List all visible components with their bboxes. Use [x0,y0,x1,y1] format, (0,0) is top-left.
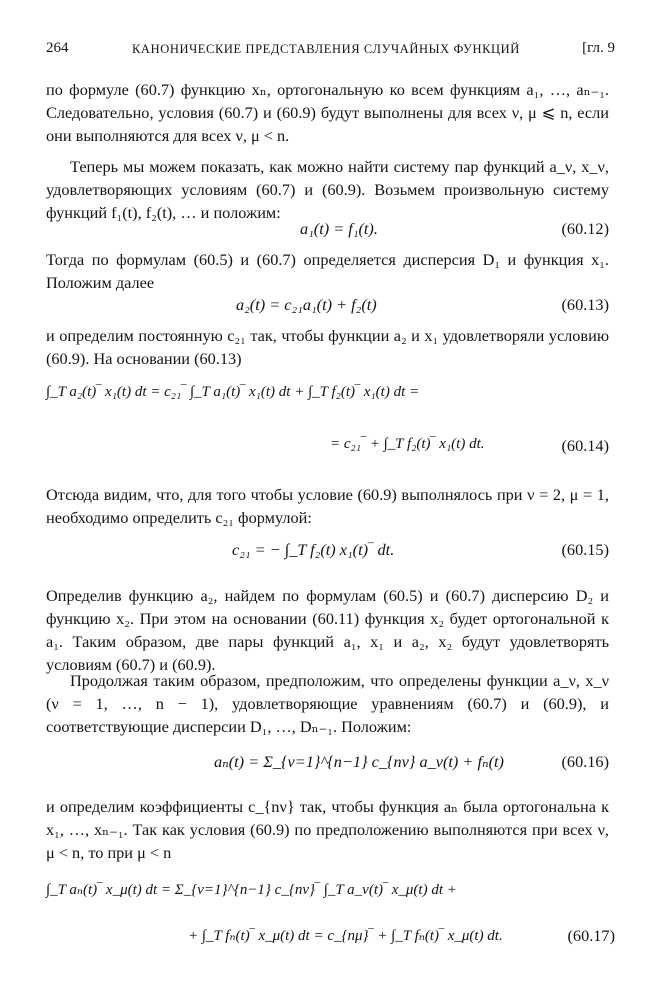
equation-number-60-12: (60.12) [561,219,609,238]
chapter-label: [гл. 9 [582,40,615,56]
paragraph-1: по формуле (60.7) функцию xₙ, ортогональную ко всем функциям a₁, …, aₙ₋₁. Следовательно, условия (60.7) и (60.9) будут выполнены для всех ν, μ ⩽ n, если они выполняются для всех ν, μ < n. [46,80,609,145]
running-header [46,40,615,62]
equation-60-12: a₁(t) = f₁(t). [300,219,378,238]
paragraph-7: Продолжая таким образом, предположим, что определены функции a_ν, x_ν (ν = 1, …, n − 1), удовлетворяющие уравнениям (60.7) и (60.9), и соответствующие дисперсии D₁, …, Dₙ₋₁. Положим: [46,671,609,736]
equation-number-60-14: (60.14) [561,436,609,455]
equation-60-17-line-1: ∫_T aₙ(t)‾ x_μ(t) dt = Σ_{ν=1}^{n−1} c_{nν}‾ ∫_T a_ν(t)‾ x_μ(t) dt + [46,882,457,898]
equation-60-15: c₂₁ = − ∫_T f₂(t) x₁(t)‾ dt. [232,540,395,559]
running-title: КАНОНИЧЕСКИЕ ПРЕДСТАВЛЕНИЯ СЛУЧАЙНЫХ ФУНКЦИЙ [132,42,520,56]
paragraph-8: и определим коэффициенты c_{nν} так, чтобы функция aₙ была ортогональна к x₁, …, xₙ₋₁. Так как условия (60.9) по предположению выполняются при всех ν, μ < n, то при μ < n [46,797,609,862]
equation-60-14-line-2: = c₂₁‾ + ∫_T f₂(t)‾ x₁(t) dt. [330,436,485,452]
equation-60-17-line-2: + ∫_T fₙ(t)‾ x_μ(t) dt = c_{nμ}‾ + ∫_T fₙ(t)‾ x_μ(t) dt. [188,928,503,944]
equation-60-14-line-1: ∫_T a₂(t)‾ x₁(t) dt = c₂₁‾ ∫_T a₁(t)‾ x₁(t) dt + ∫_T f₂(t)‾ x₁(t) dt = [46,384,420,400]
equation-number-60-15: (60.15) [561,540,609,559]
paragraph-4: и определим постоянную c₂₁ так, чтобы функции a₂ и x₁ удовлетворяли условию (60.9). На основании (60.13) [46,326,609,368]
equation-number-60-16: (60.16) [561,752,609,771]
paragraph-5: Отсюда видим, что, для того чтобы условие (60.9) выполнялось при ν = 2, μ = 1, необходимо определить c₂₁ формулой: [46,485,609,527]
equation-60-16: aₙ(t) = Σ_{ν=1}^{n−1} c_{nν} a_ν(t) + fₙ(t) [214,752,504,771]
paragraph-2: Теперь мы можем показать, как можно найти систему пар функций a_ν, x_ν, удовлетворяющих условиям (60.7) и (60.9). Возьмем произвольную систему функций f₁(t), f₂(t), … и положим: [46,157,609,222]
paragraph-3: Тогда по формулам (60.5) и (60.7) определяется дисперсия D₁ и функция x₁. Положим далее [46,250,609,292]
equation-number-60-13: (60.13) [561,295,609,314]
equation-number-60-17: (60.17) [567,926,615,945]
paragraph-6: Определив функцию a₂, найдем по формулам (60.5) и (60.7) дисперсию D₂ и функцию x₂. При этом на основании (60.11) функция x₂ будет ортогональной к a₁. Таким образом, две пары функций a₁, x₁ и a₂, x₂ будут удовлетворять условиям (60.7) и (60.9). [46,586,609,674]
page-number: 264 [46,40,69,56]
equation-60-13: a₂(t) = c₂₁a₁(t) + f₂(t) [236,295,377,314]
